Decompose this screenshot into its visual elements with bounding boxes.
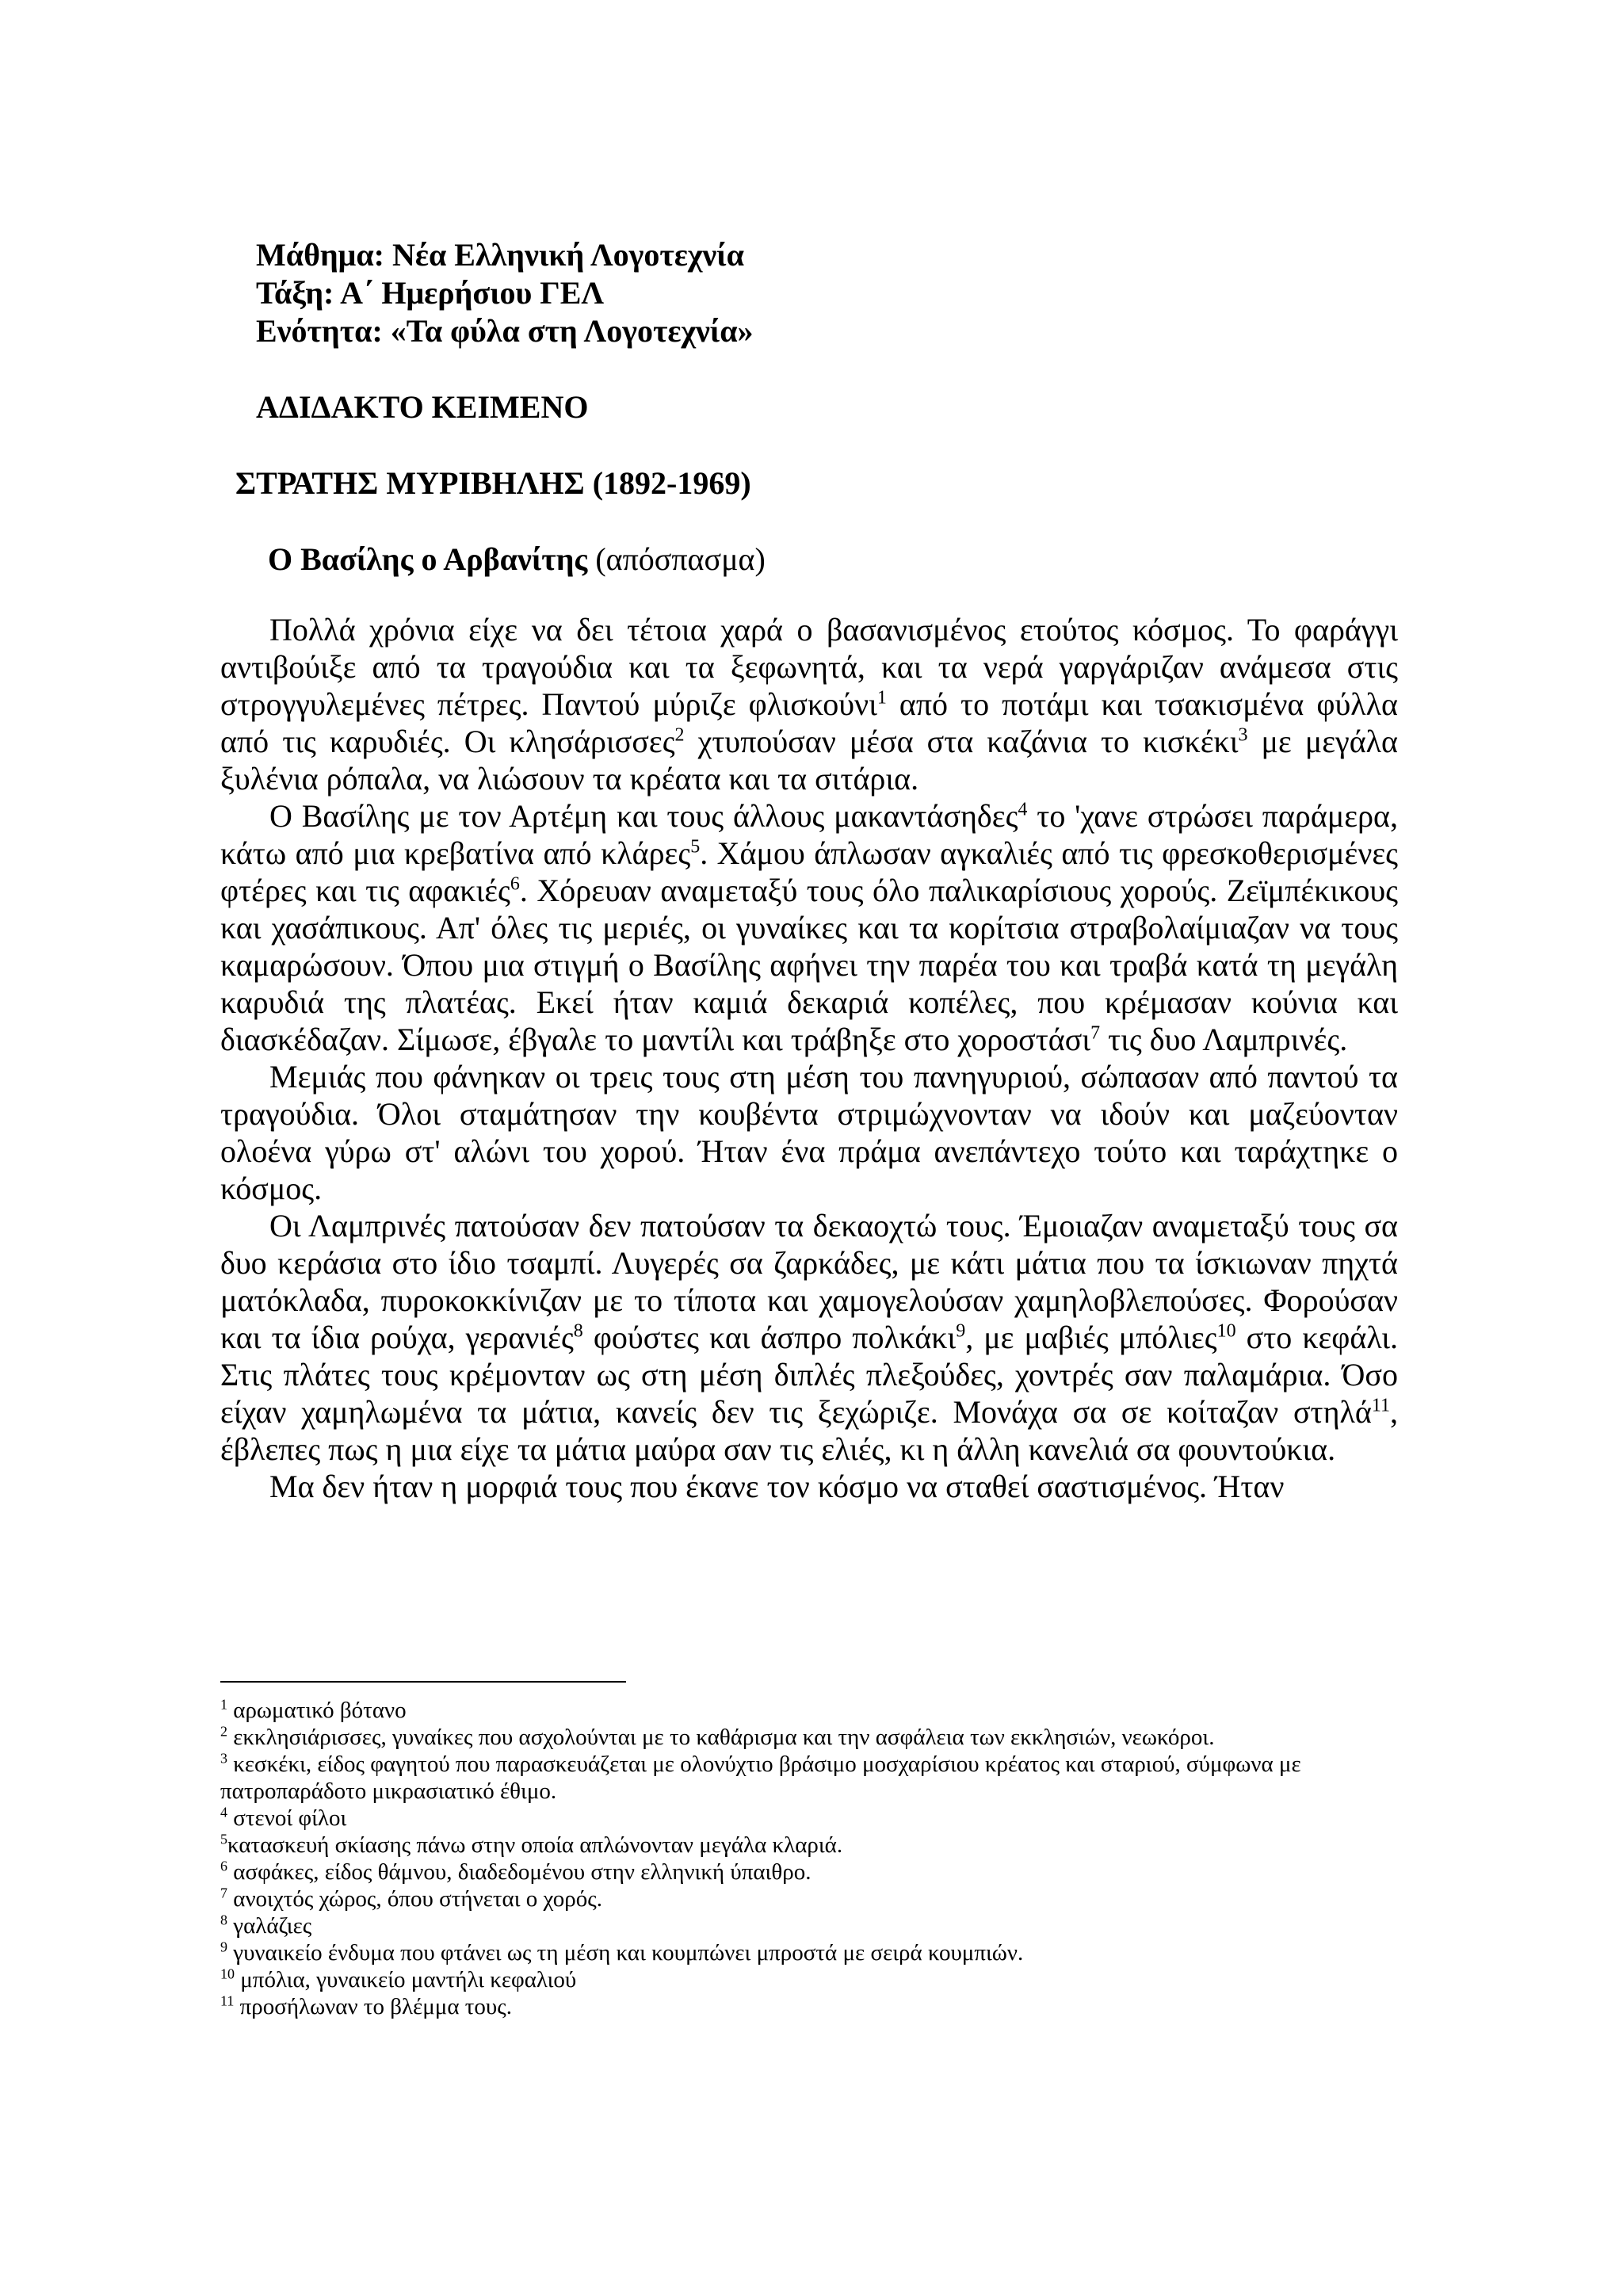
paragraph-text: Ο Βασίλης με τον Αρτέμη και τους άλλους μακαντάσηδες [269, 798, 1018, 834]
footnote [220, 1993, 1398, 2020]
paragraph-text: , με μαβιές μπόλιες [965, 1320, 1217, 1355]
paragraph-text: από το ποτάμι και τσακισμένα φύλλα από τις καρυδιές. Οι κλησάρισσες [220, 686, 1398, 759]
work-title-note: (απόσπασμα) [595, 541, 766, 577]
footnote-reference: 11 [1371, 1395, 1390, 1416]
footnote-number: 5 [220, 1831, 227, 1847]
paragraph-text: στο κεφάλι. Στις πλάτες τους κρέμονταν ως στη μέση διπλές πλεξούδες, χοντρές σαν παλαμάρια. Όσο είχαν χαμηλωμένα τα μάτια, κανείς δεν τις ξεχώριζε. Μονάχα σα σε κοίταζαν στηλά [220, 1320, 1399, 1430]
footnote [220, 1859, 1398, 1885]
footnote-number: 2 [220, 1723, 227, 1740]
footnote-number: 1 [220, 1696, 227, 1713]
footnote-text: γυναικείο ένδυμα που φτάνει ως τη μέση και κουμπώνει μπροστά με σειρά κουμπιών. [227, 1940, 1024, 1966]
paragraph-text: το 'χανε στρώσει παράμερα, κάτω από μια κρεβατίνα από κλάρες [220, 798, 1398, 871]
footnote [220, 1966, 1398, 1993]
footnote-text: γαλάζιες [227, 1913, 312, 1939]
footnote-reference: 4 [1018, 799, 1028, 820]
footnote [220, 1885, 1398, 1912]
footnote-text: κατασκευή σκίασης πάνω στην οποία απλώνονταν μεγάλα κλαριά. [227, 1832, 843, 1858]
footnote-number: 7 [220, 1885, 227, 1901]
passage [220, 611, 1398, 1505]
footnote-text: ανοιχτός χώρος, όπου στήνεται ο χορός. [227, 1886, 602, 1912]
footnote-text: μπόλια, γυναικείο μαντήλι κεφαλιού [235, 1967, 577, 1992]
footnote-text: αρωματικό βότανο [227, 1698, 407, 1723]
paragraph [220, 797, 1398, 1058]
work-title [268, 541, 766, 579]
author-heading: ΣΤΡΑΤΗΣ ΜΥΡΙΒΗΛΗΣ (1892-1969) [235, 465, 751, 501]
footnote-number: 4 [220, 1804, 227, 1820]
footnote-number: 6 [220, 1858, 227, 1874]
paragraph [220, 611, 1398, 797]
footnote-reference: 3 [1238, 724, 1248, 746]
footnote-number: 10 [220, 1966, 235, 1982]
footnote-text: κεσκέκι, είδος φαγητού που παρασκευάζεται με ολονύχτιο βράσιμο μοσχαρίσιου κρέατος και σταριού, σύμφωνα με πατροπαράδοτο μικρασιατικό έθιμο. [220, 1752, 1301, 1804]
paragraph-text: Μα δεν ήταν η μορφιά τους που έκανε τον κόσμο να σταθεί σαστισμένος. Ήταν [269, 1469, 1285, 1504]
footnote-reference: 10 [1216, 1320, 1236, 1342]
footnote-reference: 7 [1090, 1022, 1101, 1044]
paragraph-text: . Χόρευαν αναμεταξύ τους όλο παλικαρίσιους χορούς. Ζεϊμπέκικους και χασάπικους. Απ' όλες τις μεριές, οι γυναίκες και τα κορίτσια στραβολαίμιαζαν να τους καμαρώσουν. Όπου μια στιγμή ο Βασίλης αφήνει την παρέα του και τραβά κατά τη μεγάλη καρυδιά της πλατέας. Εκεί ήταν καμιά δεκαριά κοπέλες, που κρέμασαν κούνια και διασκέδαζαν. Σίμωσε, έβγαλε το μαντίλι και τράβηξε στο χοροστάσι [220, 873, 1398, 1057]
footnote-reference: 5 [690, 836, 701, 858]
text-type-heading: ΑΔΙΔΑΚΤΟ ΚΕΙΜΕΝΟ [256, 389, 589, 425]
paragraph-text: Οι Λαμπρινές πατούσαν δεν πατούσαν τα δεκαοχτώ τους. Έμοιαζαν αναμεταξύ τους σα δυο κεράσια στο ίδιο τσαμπί. Λυγερές σα ζαρκάδες, με κάτι μάτια που τα ίσκιωναν πηχτά ματόκλαδα, πυροκοκκίνιζαν με το τίποτα και χαμογελούσαν χαμηλοβλεπούσες. Φορούσαν και τα ίδια ρούχα, γερανιές [220, 1208, 1398, 1355]
footnote-text: προσήλωναν το βλέμμα τους. [234, 1994, 513, 2019]
paragraph-text: με μεγάλα ξυλένια ρόπαλα, να λιώσουν τα κρέατα και τα σιτάρια. [220, 724, 1399, 797]
footnote [220, 1939, 1398, 1966]
paragraph-text: . Χάμου άπλωσαν αγκαλιές από τις φρεσκοθερισμένες φτέρες και τις αφακιές [220, 835, 1398, 908]
footnote-reference: 8 [573, 1320, 583, 1342]
footnote-separator [220, 1681, 626, 1683]
footnote-number: 8 [220, 1912, 227, 1928]
paragraph-text: φούστες και άσπρο πολκάκι [582, 1320, 957, 1355]
footnote-number: 3 [220, 1750, 227, 1767]
subject-line: Μάθημα: Νέα Ελληνική Λογοτεχνία [256, 237, 744, 273]
footnote-number: 9 [220, 1939, 227, 1955]
footnote [220, 1912, 1398, 1939]
footnote-text: στενοί φίλοι [227, 1805, 347, 1831]
footnote-reference: 1 [876, 687, 887, 709]
paragraph-text: χτυπούσαν μέσα στα καζάνια το κισκέκι [684, 724, 1239, 759]
paragraph-text: Πολλά χρόνια είχε να δει τέτοια χαρά ο βασανισμένος ετούτος κόσμος. Το φαράγγι αντιβούιξε από τα τραγούδια και τα ξεφωνητά, και τα νερά γαργάριζαν ανάμεσα στις στρογγυλεμένες πέτρες. Παντού μύριζε φλισκούνι [220, 612, 1398, 722]
footnote [220, 1751, 1398, 1805]
footnote [220, 1832, 1398, 1859]
footnote-reference: 2 [674, 724, 685, 746]
footnote-text: ασφάκες, είδος θάμνου, διαδεδομένου στην ελληνική ύπαιθρο. [227, 1859, 812, 1885]
footnote [220, 1724, 1398, 1751]
footnote-reference: 9 [956, 1320, 966, 1342]
work-title-name: Ο Βασίλης ο Αρβανίτης [268, 541, 588, 577]
paragraph-text: Μεμιάς που φάνηκαν οι τρεις τους στη μέση του πανηγυριού, σώπασαν από παντού τα τραγούδια. Όλοι σταμάτησαν την κουβέντα στριμώχνονταν να ιδούν και μαζεύονταν ολοένα γύρω στ' αλώνι του χορού. Ήταν ένα πράμα ανεπάντεχο τούτο και ταράχτηκε ο κόσμος. [220, 1059, 1398, 1206]
footnote-reference: 6 [510, 873, 520, 895]
paragraph-text: τις δυο Λαμπρινές. [1100, 1022, 1348, 1057]
class-line: Τάξη: Α΄ Ημερήσιου ΓΕΛ [256, 275, 605, 311]
footnote-number: 11 [220, 1992, 235, 2009]
footnote-text: εκκλησιάρισσες, γυναίκες που ασχολούνται με το καθάρισμα και την ασφάλεια των εκκλησιών, νεωκόροι. [227, 1725, 1215, 1750]
unit-line: Ενότητα: «Τα φύλα στη Λογοτεχνία» [256, 313, 754, 349]
footnote [220, 1697, 1398, 1724]
paragraph [220, 1058, 1398, 1207]
paragraph [220, 1207, 1398, 1468]
footnotes [220, 1697, 1398, 2020]
footnote [220, 1805, 1398, 1832]
paragraph-text: , έβλεπες πως η μια είχε τα μάτια μαύρα σαν τις ελιές, κι η άλλη κανελιά σα φουντούκια. [220, 1394, 1398, 1467]
paragraph [220, 1468, 1398, 1505]
